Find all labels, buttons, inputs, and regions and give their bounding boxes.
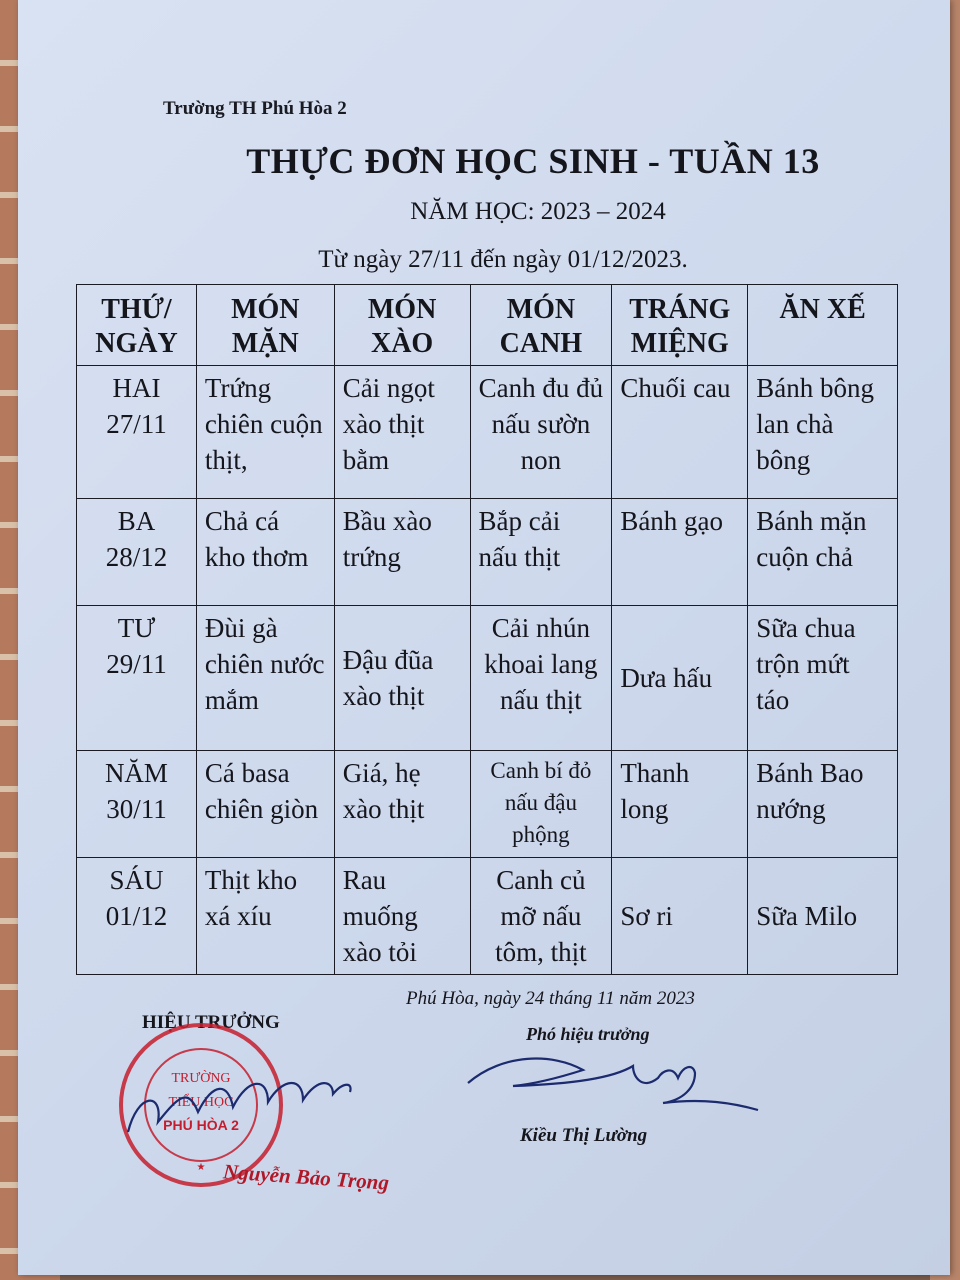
table-row xyxy=(77,858,898,975)
vice-principal-signature xyxy=(463,1048,763,1118)
menu-table xyxy=(76,284,898,975)
day-name: SÁU xyxy=(109,865,164,895)
vice-principal-title: Phó hiệu trưởng xyxy=(526,1024,650,1044)
canh-cell: Canh củ mỡ nấu tôm, thịt xyxy=(470,858,612,975)
an-xe-cell: Bánh mặn cuộn chả xyxy=(748,499,898,606)
principal-name: Nguyễn Bảo Trọng xyxy=(222,1159,390,1195)
canh-cell: Bắp cải nấu thịt xyxy=(470,499,612,606)
trang-mieng-cell: Bánh gạo xyxy=(612,499,748,606)
xao-cell: Bầu xào trứng xyxy=(334,499,470,606)
day-name: TƯ xyxy=(117,613,156,643)
day-cell xyxy=(77,499,197,606)
xao-cell: Đậu đũa xào thịt xyxy=(334,606,470,751)
day-date: 30/11 xyxy=(106,794,167,824)
principal-title: HIỆU TRƯỞNG xyxy=(142,1012,280,1033)
table-row xyxy=(77,606,898,751)
day-name: BA xyxy=(117,506,156,536)
page-title: THỰC ĐƠN HỌC SINH - TUẦN 13 xyxy=(246,141,820,181)
day-name: NĂM xyxy=(104,758,168,788)
date-range: Từ ngày 27/11 đến ngày 01/12/2023. xyxy=(318,246,688,273)
day-date: 29/11 xyxy=(106,649,167,679)
table-row xyxy=(77,499,898,606)
svg-text:TIỂU HỌC: TIỂU HỌC xyxy=(168,1095,234,1110)
school-name: Trường TH Phú Hòa 2 xyxy=(163,98,347,119)
trang-mieng-cell: Thanh long xyxy=(612,751,748,858)
column-header-day: THỨ/ NGÀY xyxy=(77,285,197,366)
day-name: HAI xyxy=(112,373,161,403)
an-xe-cell: Bánh Bao nướng xyxy=(748,751,898,858)
man-cell: Thịt kho xá xíu xyxy=(196,858,334,975)
an-xe-cell: Sữa Milo xyxy=(748,858,898,975)
man-cell: Chả cá kho thơm xyxy=(196,499,334,606)
svg-text:TRƯỜNG: TRƯỜNG xyxy=(171,1071,231,1086)
day-cell xyxy=(77,606,197,751)
column-header-canh: MÓN CANH xyxy=(470,285,612,366)
canh-cell: Canh đu đủ nấu sườn non xyxy=(470,366,612,499)
table-row xyxy=(77,751,898,858)
school-year: NĂM HỌC: 2023 – 2024 xyxy=(410,198,666,225)
an-xe-cell: Bánh bông lan chà bông xyxy=(748,366,898,499)
principal-signature xyxy=(118,1062,358,1152)
trang-mieng-cell: Sơ ri xyxy=(612,858,748,975)
day-cell xyxy=(77,858,197,975)
column-header-xao: MÓN XÀO xyxy=(334,285,470,366)
vice-principal-name: Kiều Thị Lường xyxy=(520,1125,648,1146)
table-header-row xyxy=(77,285,898,366)
trang-mieng-cell: Chuối cau xyxy=(612,366,748,499)
trang-mieng-cell: Dưa hấu xyxy=(612,606,748,751)
column-header-man: MÓN MẶN xyxy=(196,285,334,366)
xao-cell: Giá, hẹ xào thịt xyxy=(334,751,470,858)
day-date: 27/11 xyxy=(106,409,167,439)
canh-cell: Cải nhún khoai lang nấu thịt xyxy=(470,606,612,751)
table-row xyxy=(77,366,898,499)
day-date: 28/12 xyxy=(105,542,168,572)
man-cell: Trứng chiên cuộn thịt, xyxy=(196,366,334,499)
column-header-an-xe: ĂN XẾ xyxy=(748,285,898,366)
an-xe-cell: Sữa chua trộn mứt táo xyxy=(748,606,898,751)
svg-text:★: ★ xyxy=(196,1162,206,1173)
xao-cell: Cải ngọt xào thịt bằm xyxy=(334,366,470,499)
man-cell: Đùi gà chiên nước mắm xyxy=(196,606,334,751)
xao-cell: Rau muống xào tỏi xyxy=(334,858,470,975)
day-cell xyxy=(77,366,197,499)
place-date: Phú Hòa, ngày 24 tháng 11 năm 2023 xyxy=(406,988,695,1009)
man-cell: Cá basa chiên giòn xyxy=(196,751,334,858)
day-cell xyxy=(77,751,197,858)
day-date: 01/12 xyxy=(105,901,168,931)
menu-paper xyxy=(18,0,950,1275)
svg-text:PHÚ HÒA 2: PHÚ HÒA 2 xyxy=(163,1117,239,1133)
canh-cell: Canh bí đỏ nấu đậu phộng xyxy=(470,751,612,858)
column-header-trang-mieng: TRÁNG MIỆNG xyxy=(612,285,748,366)
